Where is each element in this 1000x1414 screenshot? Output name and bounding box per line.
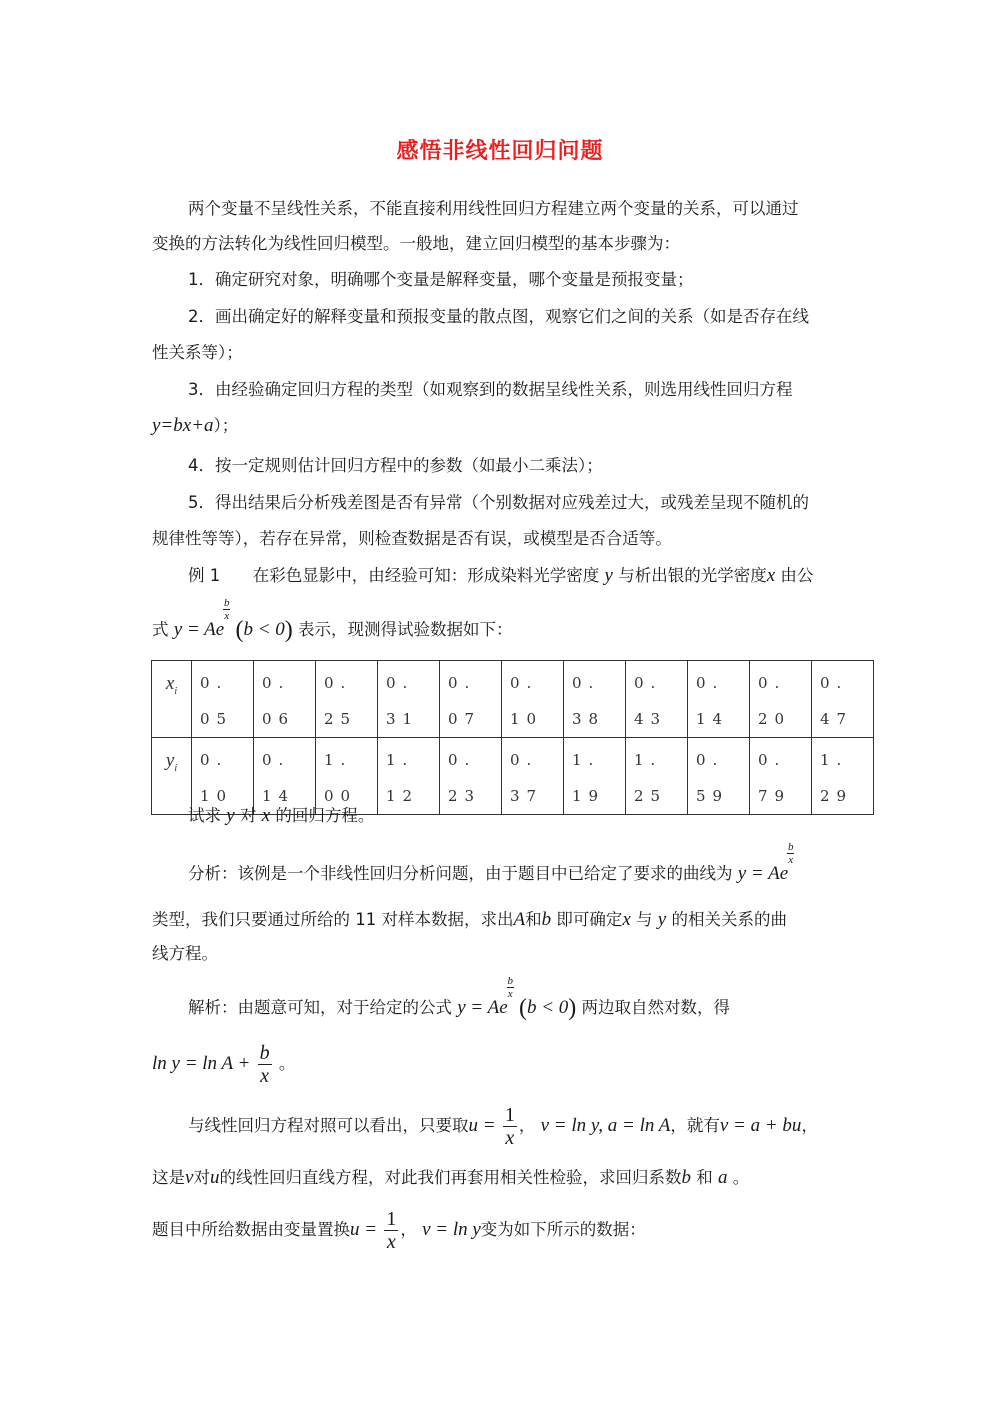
example-text: 在彩色显影中，由经验可知：形成染料光学密度 — [252, 566, 600, 585]
example-text: 表示，现测得试验数据如下： — [298, 620, 513, 639]
exponential-formula: y = Ae b x — [457, 975, 513, 1018]
x-value-cell — [378, 661, 440, 738]
row-header-x: $x_i$ — [152, 661, 192, 738]
table-row-x — [152, 661, 874, 738]
x-value-cell — [192, 661, 254, 738]
cell-value: 0.79 — [758, 751, 792, 805]
intro-line-2: 变换的方法转化为线性回归模型。一般地，建立回归模型的基本步骤为： — [152, 234, 680, 253]
compare-line-2: 这是v对u的线性回归直线方程，对此我们再套用相关性检验，求回归系数b 和 a 。 — [152, 1167, 750, 1188]
x-value-cell — [564, 661, 626, 738]
y-value-cell — [564, 738, 626, 815]
x-value-cell — [626, 661, 688, 738]
cell-value: 1.29 — [820, 751, 854, 805]
cell-value: 0.23 — [448, 751, 482, 805]
step-1: 1．确定研究对象，明确哪个变量是解释变量，哪个变量是预报变量； — [188, 270, 694, 289]
step-4: 4．按一定规则估计回归方程中的参数（如最小二乘法）； — [188, 456, 603, 475]
y-value-cell — [254, 738, 316, 815]
cell-value: 1.12 — [386, 751, 420, 805]
x-value-cell — [316, 661, 378, 738]
solution-line-2: ln y = ln A + $\frac{b}{x}$ 。 — [152, 1042, 296, 1087]
step-3-line-1: 3．由经验确定回归方程的类型（如观察到的数据呈线性关系，则选用线性回归方程 — [188, 380, 793, 399]
cell-value: 0.10 — [200, 751, 234, 805]
cell-value: 1.00 — [324, 751, 358, 805]
cell-value: 0.14 — [696, 674, 730, 728]
x-value-cell — [254, 661, 316, 738]
cell-value: 0.10 — [510, 674, 544, 728]
cell-value: 1.25 — [634, 751, 668, 805]
analysis-line-2: 类型，我们只要通过所给的 11 对样本数据，求出A和b 即可确定x 与 y 的相关关系的曲 — [152, 909, 787, 930]
example-label: 例 1 — [188, 566, 221, 585]
intro-line-1: 两个变量不呈线性关系，不能直接利用线性回归方程建立两个变量的关系，可以通过 — [188, 199, 799, 218]
exponential-formula: y = Ae b x — [173, 597, 230, 640]
x-value-cell — [440, 661, 502, 738]
log-formula: ln y = ln A + — [152, 1053, 251, 1074]
cell-value: 0.31 — [386, 674, 420, 728]
cell-value: 0.38 — [572, 674, 606, 728]
analysis-line-1: 分析：该例是一个非线性回归分析问题，由于题目中已给定了要求的曲线为 y = Ae b x — [188, 841, 794, 884]
cell-value: 0.05 — [200, 674, 234, 728]
cell-value: 0.25 — [324, 674, 358, 728]
solution-line-1: 解析：由题意可知，对于给定的公式 y = Ae b x (b < 0) 两边取自然对数，得 — [188, 975, 731, 1021]
cell-value: 0.47 — [820, 674, 854, 728]
table-row-y — [152, 738, 874, 815]
step-2-line-1: 2．画出确定好的解释变量和预报变量的散点图，观察它们之间的关系（如是否存在线 — [188, 307, 809, 326]
example-line-1 — [188, 566, 813, 586]
y-value-cell — [440, 738, 502, 815]
linear-formula: y=bx+a — [152, 415, 214, 436]
step-3-tail: ）； — [213, 416, 239, 435]
y-value-cell — [316, 738, 378, 815]
y-value-cell — [626, 738, 688, 815]
fraction-1-over-x: $\frac{1}{x}$ — [386, 1208, 397, 1253]
cell-value: 0.20 — [758, 674, 792, 728]
var-x: x — [766, 565, 776, 586]
row-header-y: $y_i$ — [152, 738, 192, 815]
y-value-cell — [750, 738, 812, 815]
example-text: 式 — [152, 620, 169, 639]
x-value-cell — [502, 661, 564, 738]
y-value-cell — [688, 738, 750, 815]
cell-value: 0.43 — [634, 674, 668, 728]
fraction-1-over-x: $\frac{1}{x}$ — [504, 1104, 515, 1149]
x-value-cell — [688, 661, 750, 738]
example-text: 由公 — [780, 566, 814, 585]
cell-value: 0.14 — [262, 751, 296, 805]
step-3-line-2 — [152, 416, 238, 436]
x-value-cell — [812, 661, 874, 738]
condition: b < 0 — [243, 619, 285, 640]
y-value-cell — [502, 738, 564, 815]
cell-value: 0.37 — [510, 751, 544, 805]
step-5-line-1: 5．得出结果后分析残差图是否有异常（个别数据对应残差过大，或残差呈现不随机的 — [188, 493, 809, 512]
cell-value: 1.19 — [572, 751, 606, 805]
transform-line: 题目中所给数据由变量置换u = $\frac{1}{x}$ ， v = ln y变为如下所示的数据： — [152, 1208, 646, 1253]
y-value-cell — [378, 738, 440, 815]
y-value-cell — [812, 738, 874, 815]
example-text: 与析出银的光学密度 — [618, 566, 767, 585]
var-y: y — [604, 565, 613, 586]
step-2-line-2: 性关系等）； — [152, 343, 243, 362]
analysis-line-3: 线方程。 — [152, 944, 218, 963]
cell-value: 0.06 — [262, 674, 296, 728]
data-table — [151, 660, 874, 815]
x-value-cell — [750, 661, 812, 738]
example-line-2: 式 y = Ae b x (b < 0) 表示，现测得试验数据如下： — [152, 597, 513, 643]
step-5-line-2: 规律性等等），若存在异常，则检查数据是否有误，或模型是否合适等。 — [152, 529, 672, 548]
exponential-formula: y = Ae b x — [737, 841, 794, 884]
compare-line-1: 与线性回归方程对照可以看出，只要取u = $\frac{1}{x}$ ， v = ln y, a = ln A，就有v = a + bu， — [188, 1104, 818, 1149]
cell-value: 0.59 — [696, 751, 730, 805]
question-line: 试求 y 对 x 的回归方程。 — [188, 805, 375, 826]
y-value-cell — [192, 738, 254, 815]
fraction-b-over-x: $\frac{b}{x}$ — [259, 1042, 270, 1087]
page-title: 感悟非线性回归问题 — [396, 139, 604, 164]
cell-value: 0.07 — [448, 674, 482, 728]
